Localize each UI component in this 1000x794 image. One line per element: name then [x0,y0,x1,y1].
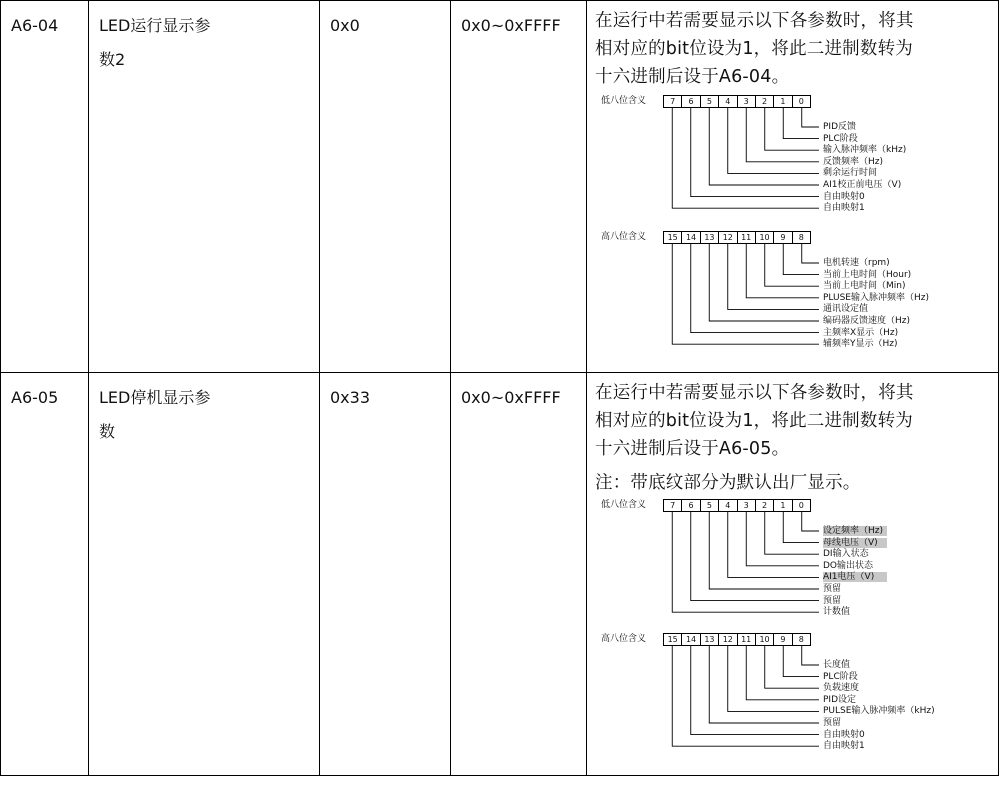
high-bit-box [663,231,811,244]
bit-meaning-label: 当前上电时间（Hour) [823,269,912,280]
low-bit-box [663,499,811,512]
bit-connector-line [746,646,819,700]
table-row [1,1,999,373]
param-name-line2: 数 [99,422,116,441]
low-bits-title: 低八位含义 [601,500,647,510]
desc-line: 在运行中若需要显示以下各参数时，将其 [595,11,914,31]
bit-meaning-label: 剩余运行时间 [823,168,878,179]
bit-number: 13 [701,232,719,243]
bit-connector-line [765,108,819,150]
param-name-line2: 数2 [99,50,126,69]
bit-meaning-label: 输入脉冲频率（kHz) [823,145,907,156]
bit-connector-line [765,646,819,688]
bit-connector-line [783,646,819,677]
param-code: A6-05 [11,388,59,407]
bit-number: 9 [774,634,792,645]
bit-meaning-label: 自由映射1 [823,203,865,214]
bit-number: 3 [738,500,756,511]
param-description [587,1,998,91]
desc-line: 在运行中若需要显示以下各参数时，将其 [595,383,914,403]
desc-line: 十六进制后设于A6-05。 [595,439,790,459]
bit-number: 0 [798,97,804,106]
bit-meaning-label: 通讯设定值 [823,304,869,315]
bit-number: 11 [738,634,756,645]
bit-number: 2 [756,96,774,107]
bit-connector-line [672,512,819,612]
bit-number: 0 [798,501,804,510]
bit-connector-line [746,108,819,162]
desc-line: 相对应的bit位设为1，将此二进制数转为 [595,411,913,431]
bit-diagram [587,91,998,369]
bit-meaning-label: PLC阶段 [823,671,858,682]
param-default: 0x33 [330,388,371,407]
bit-meaning-label: 编码器反馈速度（Hz) [823,316,911,326]
param-code-cell [1,373,89,776]
param-default-cell [320,1,451,373]
bit-number: 10 [756,232,774,243]
param-default: 0x0 [330,16,360,35]
param-code: A6-04 [11,16,59,35]
bit-meaning-label: 设定频率（Hz) [823,526,887,536]
bit-connector-line [728,108,819,173]
bit-meaning-label: PULSE输入脉冲频率（kHz) [823,706,935,717]
bit-meaning-label: AI1校正前电压（V) [823,180,902,190]
bit-meaning-label: 自由映射0 [823,191,865,202]
bit-meaning-label: 自由映射1 [823,741,865,752]
param-name-cell [89,373,320,776]
table-row [1,373,999,776]
bit-number: 4 [719,500,737,511]
bit-connector-line [691,108,819,197]
bit-meaning-label: 辅频率Y显示（Hz) [823,339,898,350]
high-bits-title: 高八位含义 [601,232,647,242]
param-range-cell [451,373,587,776]
bit-number: 12 [719,634,737,645]
param-range: 0x0~0xFFFF [461,16,561,35]
param-name-line1: LED运行显示参 [99,16,211,35]
bit-meaning-label: 预留 [823,718,842,728]
low-bits-title: 低八位含义 [601,96,647,106]
bit-number: 1 [774,500,792,511]
bit-connector-line [802,512,819,531]
bit-connector-line [783,108,819,139]
bit-number: 5 [701,96,719,107]
desc-line: 相对应的bit位设为1，将此二进制数转为 [595,39,913,59]
param-code-cell [1,1,89,373]
bit-connector-line [802,244,819,263]
bit-number: 15 [664,634,682,645]
bit-meaning-label: 自由映射0 [823,729,865,740]
bit-connector-line [765,512,819,554]
bit-connector-line [691,646,819,735]
param-range-cell [451,1,587,373]
bit-meaning-label: PLUSE输入脉冲频率（Hz) [823,292,929,303]
connector-lines [587,497,947,767]
bit-connector-line [728,646,819,711]
bit-meaning-label: PID反馈 [823,122,857,132]
bit-connector-line [783,512,819,543]
bit-number: 8 [798,233,804,242]
bit-number: 3 [738,96,756,107]
bit-connector-line [802,108,819,127]
bit-meaning-label: PLC阶段 [823,133,858,144]
bit-connector-line [765,244,819,286]
bit-connector-line [783,244,819,275]
bit-connector-line [672,646,819,746]
bit-number: 10 [756,634,774,645]
bit-meaning-label: 负载速度 [823,683,860,694]
bit-meaning-label: PID设定 [823,694,857,705]
param-default-cell [320,373,451,776]
bit-connector-line [691,244,819,333]
high-bits-title: 高八位含义 [601,634,647,644]
bit-number: 13 [701,634,719,645]
bit-meaning-label: DO输出状态 [823,560,874,571]
bit-connector-line [802,646,819,665]
bit-number: 2 [756,500,774,511]
bit-connector-line [746,244,819,298]
param-range: 0x0~0xFFFF [461,388,561,407]
bit-meaning-label: 反馈频率（Hz) [823,156,884,167]
bit-meaning-label: AI1电压（V) [823,572,887,582]
desc-line: 十六进制后设于A6-04。 [595,67,790,87]
bit-meaning-label: 预留 [823,584,842,594]
bit-number: 1 [774,96,792,107]
bit-meaning-label: 母线电压（V) [823,538,887,548]
bit-number: 14 [682,232,700,243]
bit-meaning-label: 计数值 [823,607,851,618]
param-description [587,373,998,497]
bit-number: 4 [719,96,737,107]
bit-number: 11 [738,232,756,243]
bit-number: 7 [664,96,682,107]
low-bit-box [663,95,811,108]
bit-connector-line [691,512,819,601]
param-name [89,1,319,77]
param-desc-cell [587,1,999,373]
bit-connector-line [672,244,819,344]
bit-connector-line [728,244,819,309]
param-name [89,373,319,449]
bit-number: 5 [701,500,719,511]
bit-meaning-label: 预留 [823,595,842,606]
bit-number: 9 [774,232,792,243]
bit-meaning-label: 主频率X显示（Hz) [823,327,899,338]
default-note: 注：带底纹部分为默认出厂显示。 [595,473,861,493]
bit-meaning-label: 电机转速（rpm) [823,258,890,268]
bit-connector-line [746,512,819,566]
bit-connector-line [728,512,819,577]
bit-meaning-label: 当前上电时间（Min) [823,281,906,292]
param-name-line1: LED停机显示参 [99,388,211,407]
bit-number: 7 [664,500,682,511]
bit-meaning-label: 长度值 [823,660,851,670]
bit-diagram [587,497,998,767]
bit-number: 6 [682,500,700,511]
bit-number: 6 [682,96,700,107]
param-name-cell [89,1,320,373]
bit-number: 14 [682,634,700,645]
bit-connector-line [672,108,819,208]
high-bit-box [663,633,811,646]
bit-number: 8 [798,635,804,644]
bit-meaning-label: DI输入状态 [823,549,869,560]
bit-number: 12 [719,232,737,243]
bit-number: 15 [664,232,682,243]
param-desc-cell [587,373,999,776]
